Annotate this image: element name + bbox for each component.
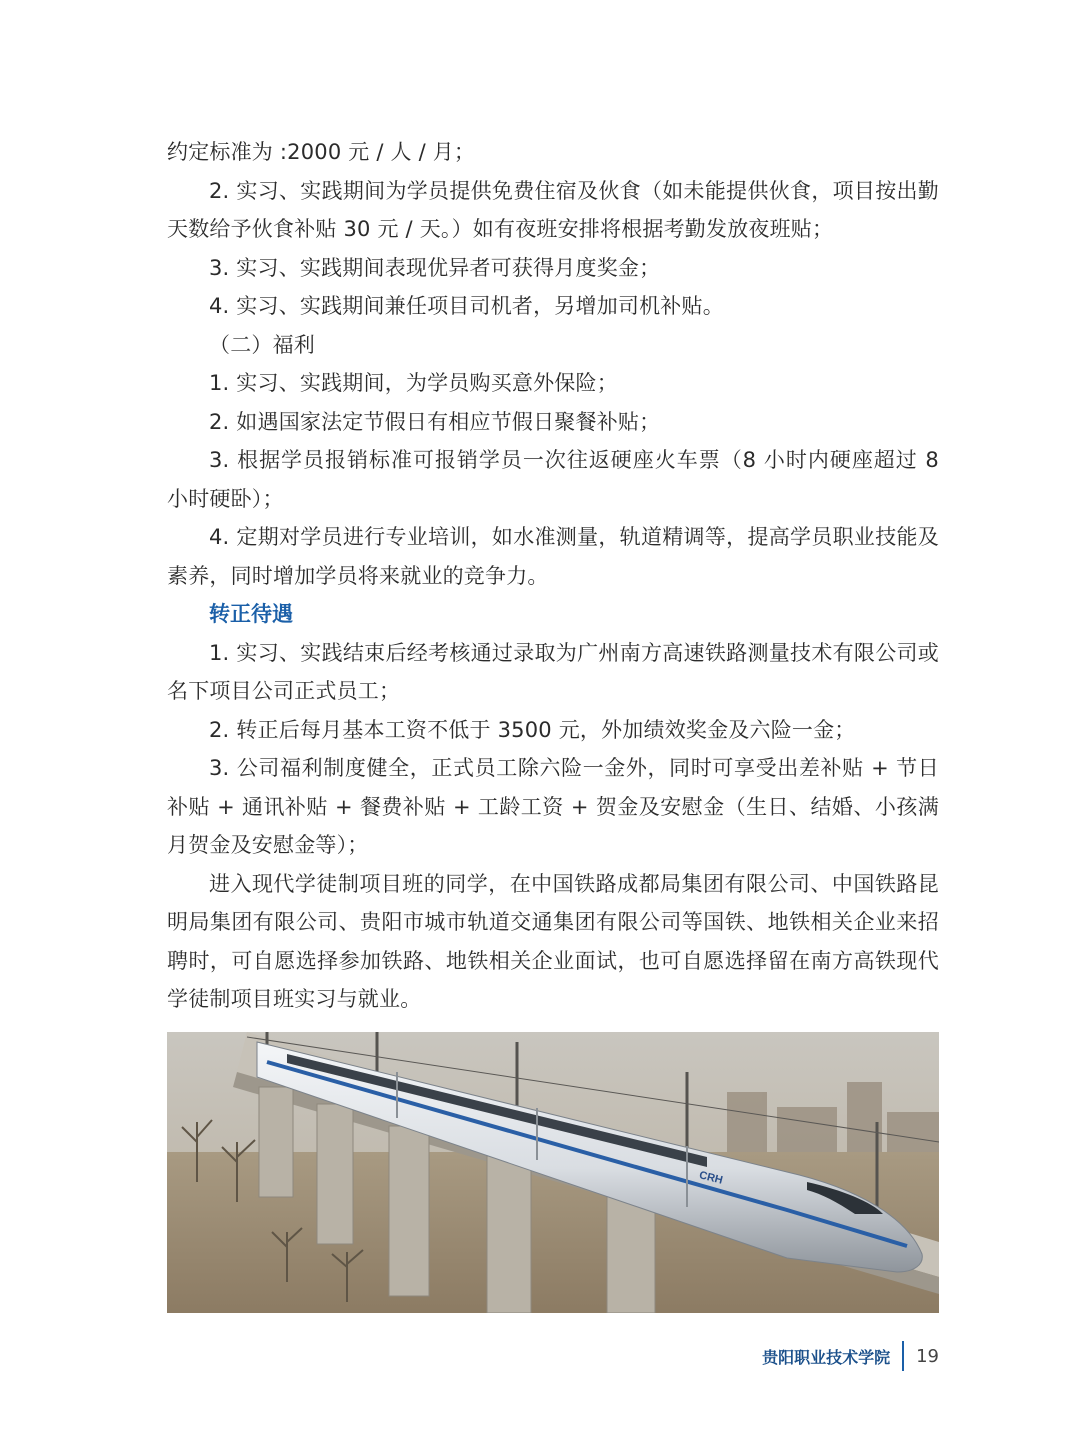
paragraph: 3. 实习、实践期间表现优异者可获得月度奖金； (209, 255, 661, 280)
page-number: 19 (916, 1345, 939, 1367)
paragraph: 4. 实习、实践期间兼任项目司机者，另增加司机补贴。 (209, 294, 724, 318)
train-logo: CRH (697, 1169, 724, 1187)
paragraph: 1. 实习、实践结束后经考核通过录取为广州南方高速铁路测量技术有限公司或名下项目公司正式员工； (167, 640, 939, 703)
paragraph: 1. 实习、实践期间，为学员购买意外保险； (209, 371, 618, 395)
paragraph: 4. 定期对学员进行专业培训，如水准测量，轨道精调等，提高学员职业技能及素养，同时增加学员将来就业的竞争力。 (167, 525, 939, 588)
subsection-title-welfare: （二）福利 (209, 332, 315, 357)
footer-divider (902, 1341, 904, 1371)
paragraph: 3. 根据学员报销标准可报销学员一次往返硬座火车票（8 小时内硬座超过 8 小时硬卧）； (167, 448, 939, 511)
paragraph: 2. 转正后每月基本工资不低于 3500 元，外加绩效奖金及六险一金； (209, 717, 856, 742)
paragraph: 进入现代学徒制项目班的同学，在中国铁路成都局集团有限公司、中国铁路昆明局集团有限公司、贵阳市城市轨道交通集团有限公司等国铁、地铁相关企业来招聘时，可自愿选择参加铁路、地铁相关企业面试，也可自愿选择留在南方高铁现代学徒制项目班实习与就业。 (167, 871, 939, 1011)
high-speed-train-photo (167, 1032, 939, 1313)
school-name: 贵阳职业技术学院 (762, 1347, 891, 1367)
section-heading: 转正待遇 (209, 601, 293, 626)
paragraph: 约定标准为 :2000 元 / 人 / 月； (167, 140, 476, 164)
body-text (167, 133, 939, 1019)
paragraph: 2. 如遇国家法定节假日有相应节假日聚餐补贴； (209, 409, 661, 434)
train-illustration (167, 1032, 939, 1313)
paragraph: 2. 实习、实践期间为学员提供免费住宿及伙食（如未能提供伙食，项目按出勤天数给予伙食补贴 30 元 / 天。）如有夜班安排将根据考勤发放夜班贴； (167, 178, 939, 241)
paragraph: 3. 公司福利制度健全，正式员工除六险一金外，同时可享受出差补贴 + 节日补贴 + 通讯补贴 + 餐费补贴 + 工龄工资 + 贺金及安慰金（生日、结婚、小孩满月贺金及安慰金等）； (167, 756, 939, 857)
page-footer (762, 1336, 939, 1376)
